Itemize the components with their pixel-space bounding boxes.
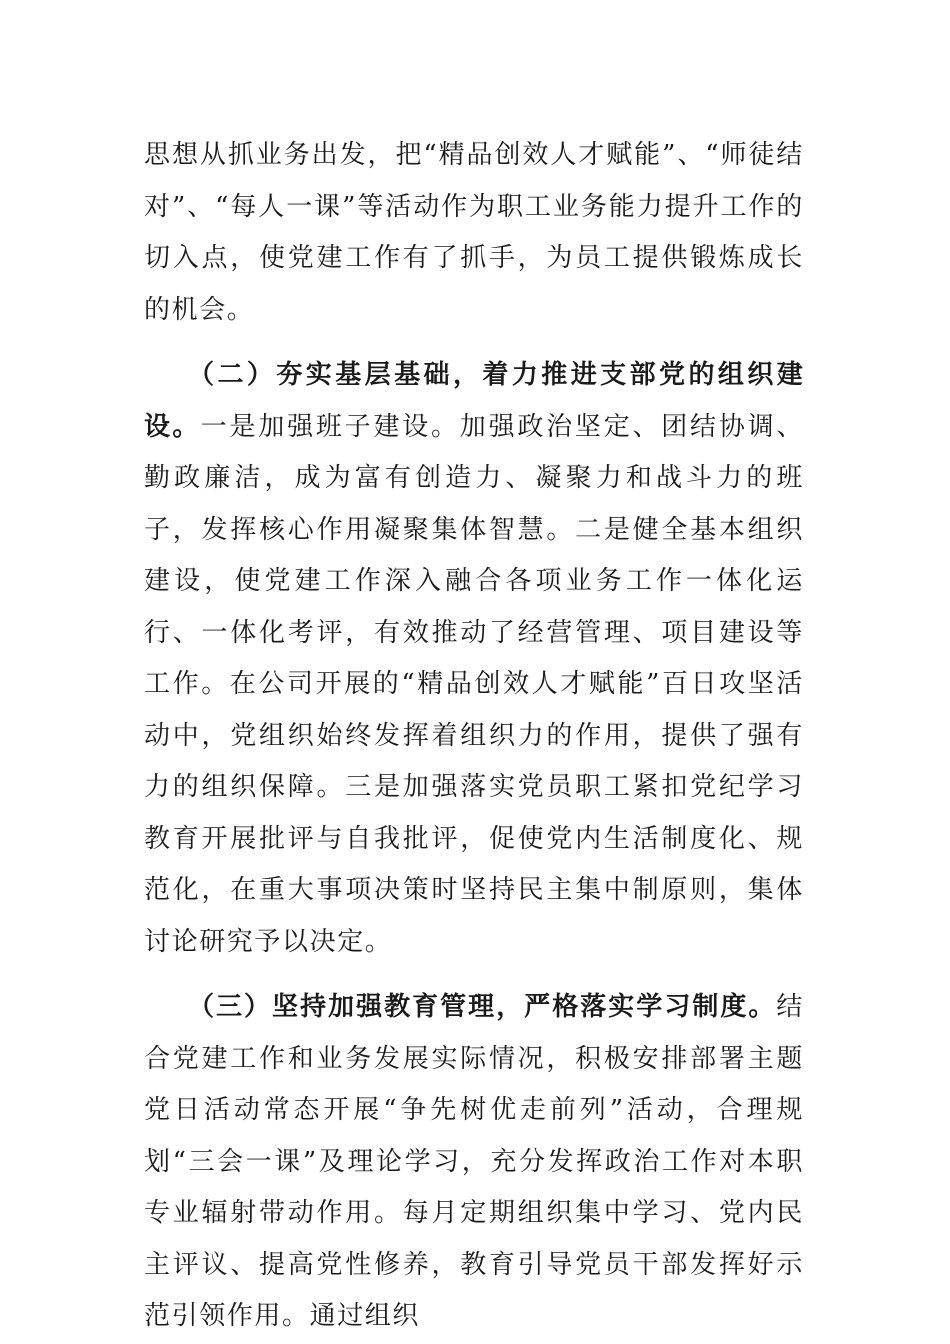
paragraph-text: 结合党建工作和业务发展实际情况，积极安排部署主题党日活动常态开展“争先树优走前列”活动，合理规划“三会一课”及理论学习，充分发挥政治工作对本职专业辐射带动作用。每月定期组织集中学习、党内民主评议、提高党性修养，教育引导党员干部发挥好示范引领作用。通过组织	[144, 992, 804, 1331]
paragraph-section-3	[144, 982, 804, 1343]
section-heading: （二）夯实基层基础，着力推进支部党的组织建设。	[144, 360, 804, 442]
paragraph-text: 思想从抓业务出发，把“精品创效人才赋能”、“师徒结对”、“每人一课”等活动作为职工业务能力提升工作的切入点，使党建工作有了抓手，为员工提供锻炼成长的机会。	[144, 140, 804, 325]
section-heading: （三）坚持加强教育管理，严格落实学习制度。	[188, 992, 777, 1022]
paragraph-text: 一是加强班子建设。加强政治坚定、团结协调、勤政廉洁，成为富有创造力、凝聚力和战斗力的班子，发挥核心作用凝聚集体智慧。二是健全基本组织建设，使党建工作深入融合各项业务工作一体化运行、一体化考评，有效推动了经营管理、项目建设等工作。在公司开展的“精品创效人才赋能”百日攻坚活动中，党组织始终发挥着组织力的作用，提供了强有力的组织保障。三是加强落实党员职工紧扣党纪学习教育开展批评与自我批评，促使党内生活制度化、规范化，在重大事项决策时坚持民主集中制原则，集体讨论研究予以决定。	[144, 411, 804, 957]
document-body	[144, 130, 804, 1343]
paragraph-section-2	[144, 350, 804, 968]
paragraph-continuation	[144, 130, 804, 336]
